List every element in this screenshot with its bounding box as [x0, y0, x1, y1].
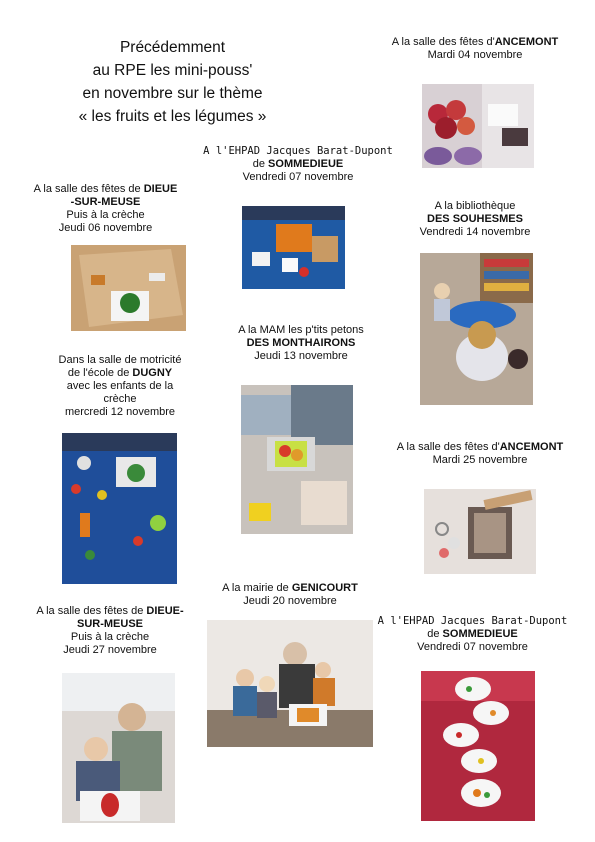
photo-ehpad-plates: [421, 671, 535, 821]
photo-mam-play: [241, 385, 353, 534]
caption-line: A l'EHPAD Jacques Barat-Dupont: [203, 145, 393, 157]
place-name: DES MONTHAIRONS: [246, 337, 356, 349]
photo-dieue-creche: [62, 673, 175, 823]
place-name: ANCEMONT: [499, 441, 564, 453]
title-line-4: « les fruits et les légumes »: [78, 108, 267, 125]
caption-prefix: de: [252, 158, 269, 170]
caption-prefix: A la salle des fêtes d': [396, 441, 500, 453]
event-date: Jeudi 27 novembre: [63, 644, 157, 656]
caption-mam: [196, 324, 406, 363]
caption-ancemont-25: [370, 441, 590, 467]
event-date: Jeudi 13 novembre: [254, 350, 348, 362]
title-line-1: Précédemment: [119, 39, 226, 56]
photo-genicourt-reading: [207, 620, 373, 747]
caption-line: Dans la salle de motricité: [58, 354, 182, 366]
photo-bibliotheque: [420, 253, 533, 405]
caption-ehpad-07: [188, 145, 408, 184]
caption-prefix: de l'école de: [67, 367, 133, 379]
caption-bibliotheque: [360, 200, 590, 239]
caption-prefix: A la salle des fêtes de: [36, 605, 147, 617]
caption-genicourt: [195, 582, 385, 608]
place-name: SOMMEDIEUE: [442, 628, 518, 640]
title-line-2: au RPE les mini-pouss': [92, 62, 253, 79]
place-name: DIEUE-: [146, 605, 184, 617]
page-title: [40, 36, 305, 128]
event-date: Mardi 04 novembre: [427, 49, 523, 61]
event-date: Mardi 25 novembre: [432, 454, 528, 466]
caption-dugny: [20, 354, 220, 419]
place-name-continued: SUR-MEUSE: [76, 618, 143, 630]
caption-prefix: A la salle des fêtes d': [391, 36, 495, 48]
caption-dieue-27: [10, 605, 210, 657]
title-line-3: en novembre sur le thème: [82, 85, 263, 102]
place-name: GENICOURT: [291, 582, 358, 594]
photo-ancemont-apples: [422, 84, 534, 168]
caption-line: A l'EHPAD Jacques Barat-Dupont: [377, 615, 568, 627]
event-date: Vendredi 07 novembre: [242, 171, 354, 183]
place-name: DUGNY: [132, 367, 173, 379]
caption-dieue-06: [8, 183, 203, 235]
event-date: Jeudi 20 novembre: [243, 595, 337, 607]
event-date: mercredi 12 novembre: [64, 406, 176, 418]
place-name: ANCEMONT: [494, 36, 559, 48]
event-date: Vendredi 07 novembre: [417, 641, 528, 653]
place-name: DIEUE: [143, 183, 178, 195]
caption-line: crèche: [103, 393, 137, 405]
event-date: Jeudi 06 novembre: [58, 222, 153, 234]
place-name: DES SOUHESMES: [427, 213, 523, 225]
caption-ancemont-04: [365, 36, 585, 62]
caption-line: A la bibliothèque: [434, 200, 516, 212]
caption-line: Puis à la crèche: [66, 209, 145, 221]
caption-ehpad-07-second: [360, 615, 585, 654]
place-name-continued: -SUR-MEUSE: [70, 196, 141, 208]
photo-ehpad-table: [242, 206, 345, 289]
caption-prefix: A la salle des fêtes de: [33, 183, 144, 195]
caption-prefix: de: [427, 628, 443, 640]
caption-prefix: A la mairie de: [222, 582, 292, 594]
caption-line: Puis à la crèche: [70, 631, 150, 643]
place-name: SOMMEDIEUE: [268, 158, 344, 170]
caption-line: avec les enfants de la: [66, 380, 174, 392]
caption-line: A la MAM les p'tits petons: [238, 324, 364, 336]
photo-dieue-table: [71, 245, 186, 331]
event-date: Vendredi 14 novembre: [419, 226, 531, 238]
photo-ancemont-baking: [424, 489, 536, 574]
photo-dugny-mat: [62, 433, 177, 584]
